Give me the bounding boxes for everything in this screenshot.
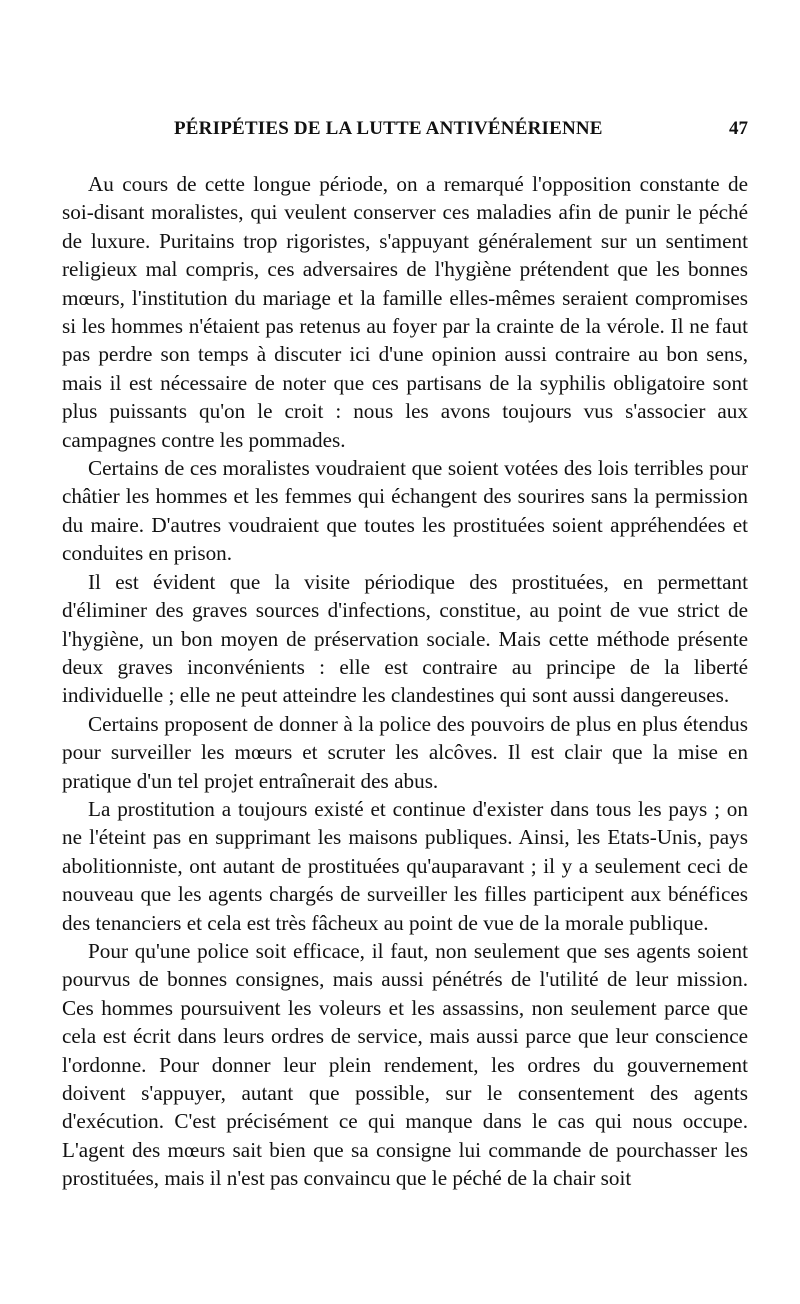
paragraph: Certains proposent de donner à la police des pouvoirs de plus en plus étendus pour surveiller les mœurs et scruter les alcôves. Il est clair que la mise en pratique d'un tel projet entraînerait des abus. xyxy=(62,711,748,793)
paragraph: Certains de ces moralistes voudraient que soient votées des lois terribles pour châtier les hommes et les femmes qui échangent des sourires sans la permission du maire. D'autres voudraient que toutes les prostituées soient appréhendées et conduites en prison. xyxy=(62,456,748,566)
running-title: PÉRIPÉTIES DE LA LUTTE ANTIVÉNÉRIENNE xyxy=(174,118,603,139)
page-number: 47 xyxy=(729,118,748,139)
paragraph: Au cours de cette longue période, on a remarqué l'opposition constante de soi-disant moralistes, qui veulent conserver ces maladies afin de punir le péché de luxure. Puritains trop rigoristes, s'appuyant généralement sur un sentiment religieux mal compris, ces adversaires de l'hygiène prétendent que les bonnes mœurs, l'institution du mariage et la famille elles-mêmes seraient compromises si les hommes n'étaient pas retenus au foyer par la crainte de la vérole. Il ne faut pas perdre son temps à discuter ici d'une opinion aussi contraire au bon sens, mais il est nécessaire de noter que ces partisans de la syphilis obligatoire sont plus puissants qu'on le croit : nous les avons toujours vus s'associer aux campagnes contre les pommades. xyxy=(62,172,748,452)
book-page xyxy=(62,118,748,1193)
paragraph: La prostitution a toujours existé et continue d'exister dans tous les pays ; on ne l'éteint pas en supprimant les maisons publiques. Ainsi, les Etats-Unis, pays abolitionniste, ont autant de prostituées qu'auparavant ; il y a seulement ceci de nouveau que les agents chargés de surveiller les filles participent aux bénéfices des tenanciers et cela est très fâcheux au point de vue de la morale publique. xyxy=(62,796,748,935)
paragraph: Pour qu'une police soit efficace, il faut, non seulement que ses agents soient pourvus de bonnes consignes, mais aussi pénétrés de l'utilité de leur mission. Ces hommes poursuivent les voleurs et les assassins, non seulement parce que cela est écrit dans leurs ordres de service, mais aussi parce que leur conscience l'ordonne. Pour donner leur plein rendement, les ordres du gouvernement doivent s'appuyer, autant que possible, sur le consentement des agents d'exécution. C'est précisément ce qui manque dans le cas qui nous occupe. L'agent des mœurs sait bien que sa consigne lui commande de pourchasser les prostituées, mais il n'est pas convaincu que le péché de la chair soit xyxy=(62,938,748,1191)
paragraph: Il est évident que la visite périodique des prostituées, en permettant d'éliminer des graves sources d'infections, constitue, au point de vue strict de l'hygiène, un bon moyen de préservation sociale. Mais cette méthode présente deux graves inconvénients : elle est contraire au principe de la liberté individuelle ; elle ne peut atteindre les clandestines qui sont aussi dangereuses. xyxy=(62,569,748,708)
running-header xyxy=(62,118,748,148)
body-text xyxy=(62,170,748,1193)
